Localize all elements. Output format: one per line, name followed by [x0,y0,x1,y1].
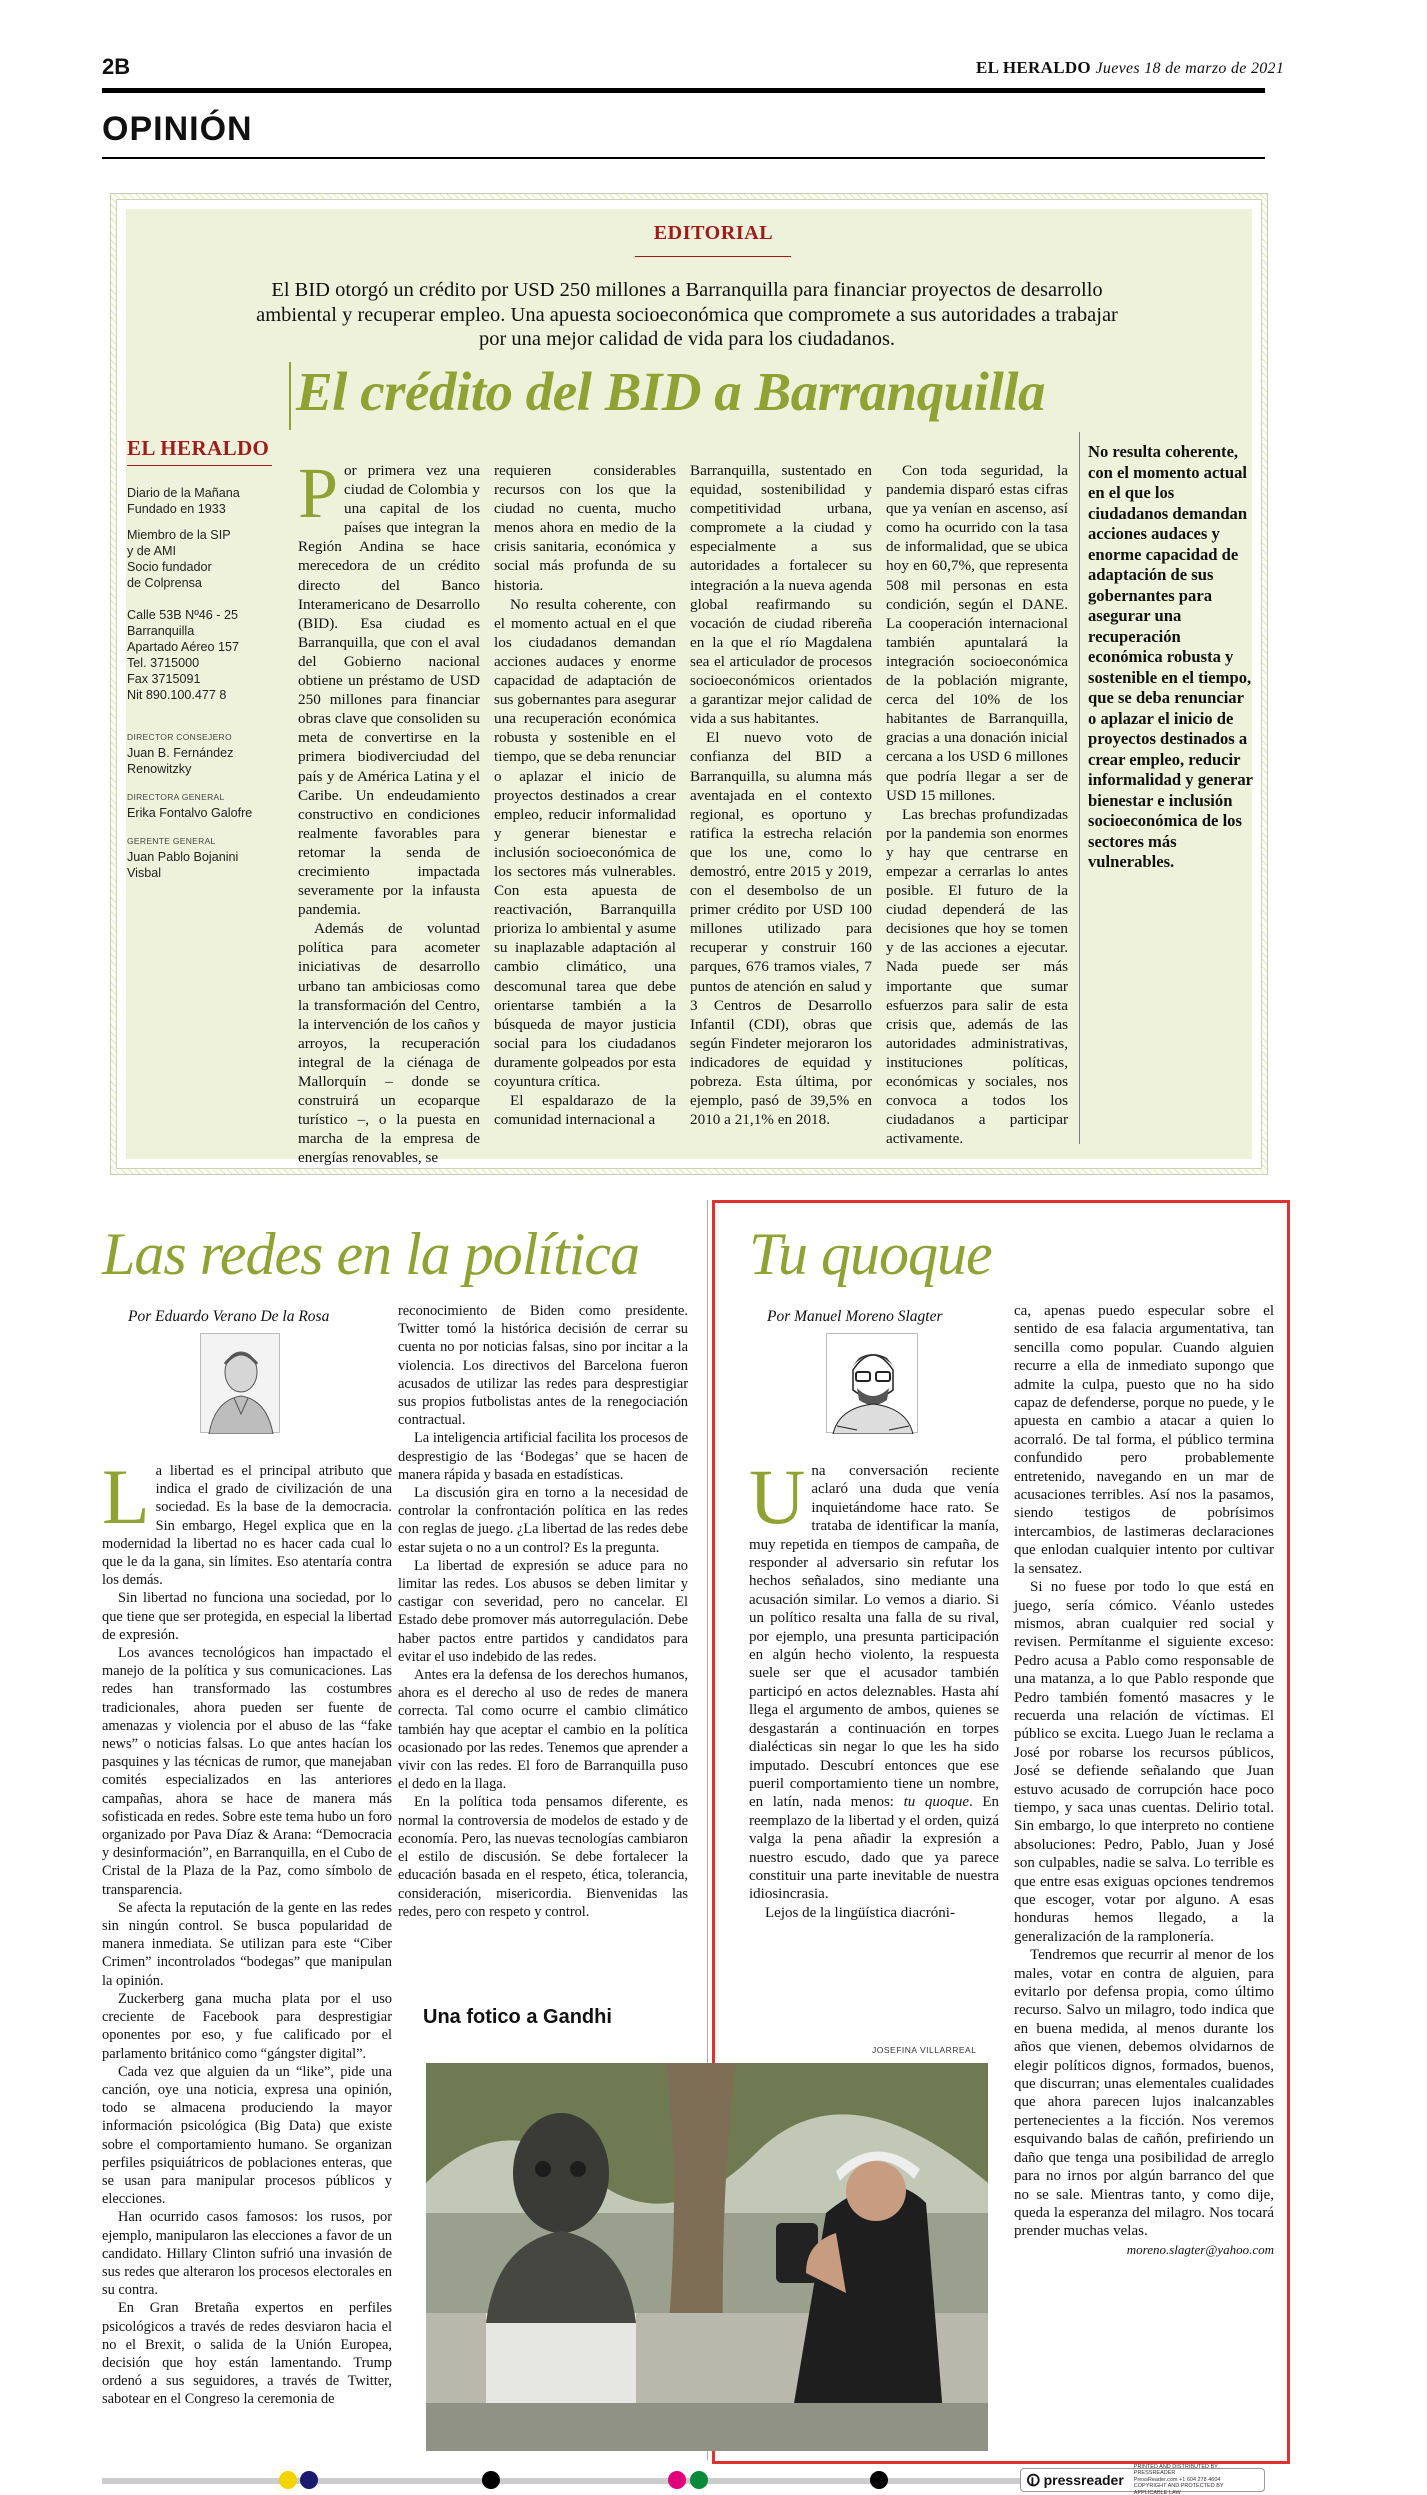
editorial-column-1 [298,453,480,1167]
section-title: OPINIÓN [102,110,253,148]
redes-paragraph: Los avances tecnológicos han impactado el manejo de la política y sus comunicaciones. Las redes han transformado las costumbres tradicionales, ahora pueden ser fuente de amenazas y violencia por el abuso de las “fake news” o noticias falsas. Lo que antes hacían los pasquines y las técnicas de rumor, que manejaban comités especializados en las anteriores campañas, ahora se hace de manera más sofisticada en redes. Sobre este tema hubo un foro organizado por Pava Díaz & Arana: “Democracia y desinformación”, en Barranquilla, en el Cubo de Cristal de la Plaza de la Paz, como símbolo de transparencia. [102,1645,392,1898]
quoque-column-1 [749,1453,1000,1922]
masthead-name: Renowitzky [127,762,192,776]
masthead-line: Tel. 3715000 [127,656,200,670]
author-photo-moreno [826,1333,918,1433]
editorial-paragraph: or primera vez una ciudad de Colombia y una capital de los países que integran la Región Andina se hace merecedora de un crédito directo del Banco Interamericano de Desarrollo (BID). Esa ciudad es Barranquilla, que con el aval del Gobierno nacional obtiene un préstamo de USD 250 millones para financiar obras clave que consoliden su meta de convertirse en la primera biodiverciudad del país y de América Latina y el Caribe. Un endeudamiento constructivo en condiciones realmente favorables para retomar la senda de crecimiento impactada severamente por la infausta pandemia. [298,462,480,919]
pressreader-badge[interactable] [1020,2463,1265,2495]
editorial-paragraph: requieren considerables recursos con los que la ciudad no cuenta, mucho menos ahora en medio de la crisis sanitaria, económica y social más profunda de su historia. [494,462,676,594]
masthead-name: Juan B. Fernández [127,746,234,760]
redes-column-2 [398,1302,688,1921]
registration-dot-black [482,2471,500,2489]
editorial-paragraph: El espaldarazo de la comunidad internacional a [494,1092,676,1129]
pressreader-logo-icon [1027,2473,1040,2487]
redes-paragraph: La inteligencia artificial facilita los procesos de desprestigio de las ‘Bodegas’ que se hacen de manera rápida y basada en estadísticas. [398,1430,688,1483]
editorial-column-3 [690,461,872,1129]
fine-line: PressReader.com +1 604 278 4604 [1133,2476,1221,2483]
photo-title: Una fotico a Gandhi [423,2006,612,2028]
masthead-line: Diario de la Mañana [127,486,240,500]
masthead-line: y de AMI [127,544,176,558]
quoque-paragraph: na conversación reciente aclaró una duda que venía inquietándome hace rato. Se trataba de identificar la manía, muy repetida en tiempos de campaña, de responder al adversario sin refutar los hechos señalados, sino mediante una acusación similar. Lo vemos a diario. Si un político resalta una falla de su rival, por ejemplo, una presunta participación en algún hecho violento, la respuesta suele ser que el acusador también participó en actos deleznables. Hasta ahí llega el argumento de ambos, quienes se desgastarán a continuación en torpes dialécticas sin negar lo que les ha sido imputado. Descubrí entonces que ese pueril comportamiento tiene un nombre, en latín, nada menos: [749,1463,999,1811]
pressreader-brand: pressreader [1043,2472,1124,2488]
quoque-emphasis: tu quoque [903,1794,969,1811]
photo-credit: JOSEFINA VILLARREAL [872,2045,977,2055]
registration-dot-magenta [668,2471,686,2489]
editorial-title-rule [289,362,291,430]
masthead-line: Apartado Aéreo 157 [127,640,240,654]
redes-drop-cap: L [102,1453,150,1540]
gandhi-photo [426,2063,988,2451]
editorial-paragraph: Con toda seguridad, la pandemia disparó estas cifras que ya venían en ascenso, así como ha ocurrido con la tasa de informalidad, que se ubica hoy en 60,7%, que representa 508 mil personas en esta condición, según el DANE. La cooperación internacional también apuntalará la integración socioeconómica de la población migrante, cerca del 10% de los habitantes de Barranquilla, gracias a una donación inicial cercana a los USD 6 millones que podría llegar a ser de USD 15 millones. [886,462,1068,804]
masthead-line: Fundado en 1933 [127,502,226,516]
editorial-pullquote: No resulta coherente, con el momento actual en el que los ciudadanos demandan acciones audaces y enorme capacidad de adaptación de sus gobernantes para asegurar una recuperación económica robusta y sostenible en el tiempo, que se deba renunciar o aplazar el inicio de proyectos destinados a crear empleo, reducir informalidad y generar bienestar e inclusión socioeconómica de los sectores más vulnerables. [1088,442,1253,871]
editorial-column-2 [494,461,676,1129]
editorial-paragraph: El nuevo voto de confianza del BID a Barranquilla, su alumna más aventajada en el contexto regional, es oportuno y ratifica la estrecha relación que los une, como lo demostró, entre 2015 y 2019, con el desembolso de un primer crédito por USD 100 millones utilizado para recuperar y construir 160 parques, 676 tramos viales, 7 puntos de atención en salud y 3 Centros de Desarrollo Infantil (CDI), obras que según Findeter mejoraron los indicadores de equidad y pobreza. Esta última, por ejemplo, pasó de 39,5% en 2010 a 21,1% en 2018. [690,729,872,1129]
redes-paragraph: Antes era la defensa de los derechos humanos, ahora es el derecho al uso de redes de manera correcta. Tal como ocurre el cambio climático también hay que aceptar el cambio en la política ocasionado por las redes. Tenemos que aprender a vivir con las redes. El foro de Barranquilla puso el dedo en la llaga. [398,1667,688,1793]
paper-name: EL HERALDO [976,58,1091,77]
redes-paragraph: a libertad es el principal atributo que indica el grado de civilización de una sociedad. Es la base de la democracia. Sin embargo, Hegel explica que en la modernidad la libertad no es hacer cada cual lo que le da la gana, sin límites. Eso atentaría contra los demás. [102,1463,392,1589]
masthead-line: Nit 890.100.477 8 [127,688,227,702]
quoque-author-email[interactable]: moreno.slagter@yahoo.com [1126,2241,1274,2257]
redes-paragraph: Se afecta la reputación de la gente en las redes sin ningún control. Se busca popularidad de manera inmediata. Se utilizan para este “Ciber Crimen” incontrolados “bodegas” que manipulan la opinión. [102,1899,392,1989]
header-rule [102,88,1265,93]
editorial-title: El crédito del BID a Barranquilla [296,361,1046,422]
redes-paragraph: En la política toda pensamos diferente, es normal la controversia de modelos de estado y de economía. Pero, las nuevas tecnologías cambiaron el estilo de discusión. Se debe fortalecer la educación basada en el respeto, ética, tolerancia, consideración, misericordia. Bienvenidas las redes, pero con respeto y control. [398,1794,688,1920]
redes-title: Las redes en la política [102,1221,640,1287]
editorial-label: EDITORIAL [653,222,774,244]
quoque-paragraph: . En reemplazo de la libertad y el orden, quizá valga la pena añadir la expresión a nuestro escudo, dado que ya parece constituir una parte inevitable de nuestra idiosincrasia. [749,1794,1000,1903]
masthead-line: Socio fundador [127,560,212,574]
quoque-paragraph: ca, apenas puedo especular sobre el sentido de esa falacia argumentativa, tan sencilla como popular. Cuando alguien recurre a ella de inmediato supongo que admite la culpa, puesto que no ha sido capaz de defenderse, porque no puede, y le apuesta en cambio a atacar a quien lo acorraló. De tal forma, el público termina confundido pero probablemente entretenido, navegando en un mar de acusaciones terribles. Así nos la pasamos, siendo testigos de pobrísimos intercambios, de lastimeras declaraciones que enlodan cualquier intento por cultivar la sensatez. [1014,1303,1274,1577]
gandhi-statue-image [426,2063,988,2451]
author-portrait-icon [201,1334,281,1434]
masthead-role: GERENTE GENERAL [127,836,216,846]
redes-paragraph: La libertad de expresión se aduce para no limitar las redes. Los abusos se deben limitar y castigar con severidad, pero no cancelar. El Estado debe promover más autorregulación. Debe haber pactos entre partidos y candidatos para evitar el uso indebido de las redes. [398,1557,688,1665]
quoque-title: Tu quoque [749,1221,992,1287]
editorial-paragraph: No resulta coherente, con el momento actual en el que los ciudadanos demandan acciones audaces y enorme capacidad de adaptación de sus gobernantes para asegurar una recuperación económica robusta y sostenible en el tiempo, que se deba renunciar o aplazar el inicio de proyectos destinados a crear empleo, reducir informalidad y generar bienestar e inclusión socioeconómica de los sectores más vulnerables. Con esta apuesta de reactivación, Barranquilla prioriza lo ambiental y asume su inaplazable adaptación al cambio climático, una descomunal tarea que debe orientarse también a la búsqueda de mayor justicia social para los ciudadanos duramente golpeados por esta coyuntura crítica. [494,595,676,1090]
quoque-paragraph: Tendremos que recurrir al menor de los males, votar en contra de alguien, para evitarlo por defensa propia, como último recurso. Salvo un milagro, todo indica que en buena medida, al menos durante los años que vienen, debemos olvidarnos de elegir políticos dignos, formados, buenos, que discurran; unas elementales cualidades que ahora parecen lujos inalcanzables pertenecientes a la ficción. Nos veremos esquivando balas de cañón, prefiriendo un daño que tenga una posibilidad de arreglo para no irnos por algún barranco del que no se sale. Mientras tanto, y como dije, queda la esperanza del milagro. Nos tocará prender muchas velas. [1014,1947,1274,2240]
redes-byline: Por Eduardo Verano De la Rosa [128,1308,330,1325]
masthead-dateline [976,58,1284,78]
masthead-line: Miembro de la SIP [127,528,231,542]
registration-dot-yellow [279,2471,297,2489]
editorial-paragraph: Además de voluntad política para acometer iniciativas de desarrollo urbano tan ambiciosas como la transformación del Centro, la intervención de los caños y arroyos, la recuperación integral de la ciénaga de Mallorquín – donde se construirá un ecoparque turístico –, o la puesta en marcha de la empresa de energías renovables, se [298,920,480,1167]
quoque-column-2 [1014,1302,1274,2259]
masthead-name: Visbal [127,866,162,880]
quoque-paragraph: Si no fuese por todo lo que está en juego, sería cómico. Véanlo ustedes mismos, abran cualquier red social y revisen. Permítanme el siguiente exceso: Pedro acusa a Pablo como responsable de una matanza, a lo que Pablo responde que Pedro también fomentó masacres y le recuerda una relación de víctimas. El público se excita. Luego Juan le reclama a José por robarse los recursos públicos, José se defiende señalando que Juan estuvo acusado de corrupción hace poco tiempo, y saca unas cuentas. Delirio total. Sin embargo, lo que interpreto no contiene absoluciones: Pedro, Pablo, Juan y José son culpables, nadie se salva. Lo terrible es que entre esas exiguas opciones tendremos que escoger, votar por alguno. A esas honduras hemos llegado, a la generalización de la ramplonería. [1014,1579,1274,1945]
author-portrait-icon [827,1334,919,1434]
editorial-lead: El BID otorgó un crédito por USD 250 millones a Barranquilla para financiar proyectos de desarrollo ambiental y recuperar empleo. Una apuesta socioeconómica que compromete a sus autoridades a trabajar por una mejor calidad de vida para los ciudadanos. [256,279,1118,350]
quoque-drop-cap: U [749,1453,806,1540]
registration-dot-black-2 [870,2471,888,2489]
redes-paragraph: Cada vez que alguien da un “like”, pide una canción, oye una noticia, expresa una opinión, todo se almacena produciendo la mayor información psicológica (Big Data) que existe sobre el comportamiento humano. Se organizan perfiles psiquiátricos de poblaciones enteras, que se usan para manipular procesos públicos y elecciones. [102,2063,392,2208]
redes-column-1 [102,1453,392,2409]
masthead-name: Juan Pablo Bojanini [127,850,239,864]
pressreader-fine-print [1134,2464,1258,2495]
masthead-line: de Colprensa [127,576,202,590]
masthead-role: DIRECTOR CONSEJERO [127,732,232,742]
redes-paragraph: Han ocurrido casos famosos: los rusos, por ejemplo, manipularon las elecciones a favor de un candidato. Hillary Clinton sufrió una invasión de sus redes que alteraron los procesos electorales en su contra. [102,2209,392,2299]
registration-dot-green [690,2471,708,2489]
issue-date: Jueves 18 de marzo de 2021 [1095,60,1285,77]
fine-line: COPYRIGHT AND PROTECTED BY APPLICABLE LAW [1133,2483,1224,2495]
redes-paragraph: Sin libertad no funciona una sociedad, por lo que tiene que ser protegida, en especial la libertad de expresión. [102,1590,392,1643]
editorial-label-rule [635,256,791,257]
page-number: 2B [102,54,131,79]
masthead-role: DIRECTORA GENERAL [127,792,225,802]
section-rule [102,157,1265,159]
redes-paragraph: La discusión gira en torno a la necesidad de controlar la confrontación política en las redes con reglas de juego. ¿La libertad de las redes debe estar sujeta o no a un control? Es la pregunta. [398,1485,688,1556]
masthead-line: Fax 3715091 [127,672,201,686]
quoque-byline: Por Manuel Moreno Slagter [767,1308,943,1325]
redes-paragraph: reconocimiento de Biden como presidente. Twitter tomó la histórica decisión de cerrar su cuenta no por noticias falsas, sino por incitar a la violencia. Los directivos del Barcelona fueron acusados de utilizar las redes para desprestigiar sus propios futbolistas antes de la renegociación contractual. [398,1303,688,1429]
registration-dot-blue [300,2471,318,2489]
redes-paragraph: Zuckerberg gana mucha plata por el uso creciente de Facebook para desprestigiar oponentes por eso, y fue calificado por el parlamento británico como “gángster digital”. [102,1990,392,2062]
masthead-line: Calle 53B Nº46 - 25 [127,608,239,622]
editorial-column-4 [886,461,1068,1148]
el-heraldo-logo: EL HERALDO [127,436,272,466]
fine-line: PRINTED AND DISTRIBUTED BY PRESSREADER [1133,2463,1218,2477]
redes-paragraph: En Gran Bretaña expertos en perfiles psicológicos a través de redes desviaron hacia el no el Brexit, o salida de la Unión Europea, decisión que hoy están lamentando. Trump ordenó a sus seguidores, a través de Twitter, sabotear en el Congreso la ceremonia de [102,2300,392,2408]
masthead-info [127,485,277,881]
pullquote-rule [1079,432,1080,1144]
masthead-name: Erika Fontalvo Galofre [127,806,253,820]
editorial-paragraph: Las brechas profundizadas por la pandemia son enormes y hay que centrarse en empezar a cerrarlas lo antes posible. El futuro de la ciudad dependerá de las decisiones que hoy se tomen y de las acciones a ejecutar. Nada puede ser más importante que sumar esfuerzos para salir de esta crisis que, además de las autoridades administrativas, instituciones políticas, económicas y sociales, nos convoca a todos los ciudadanos a participar activamente. [886,805,1068,1148]
author-photo-verano [200,1333,280,1433]
editorial-paragraph: Barranquilla, sustentado en equidad, sostenibilidad y competitividad urbana, compromete a la ciudad y especialmente a sus autoridades a fortalecer su integración a la nueva agenda global reafirmando su vocación de ciudad ribereña en la que el río Magdalena sea el articulador de procesos socioeconómicos orientados a garantizar mejor calidad de vida a sus habitantes. [690,462,872,728]
editorial-drop-cap: P [298,453,339,533]
masthead-line: Barranquilla [127,624,195,638]
quoque-paragraph: Lejos de la lingüística diacróni- [765,1904,955,1921]
